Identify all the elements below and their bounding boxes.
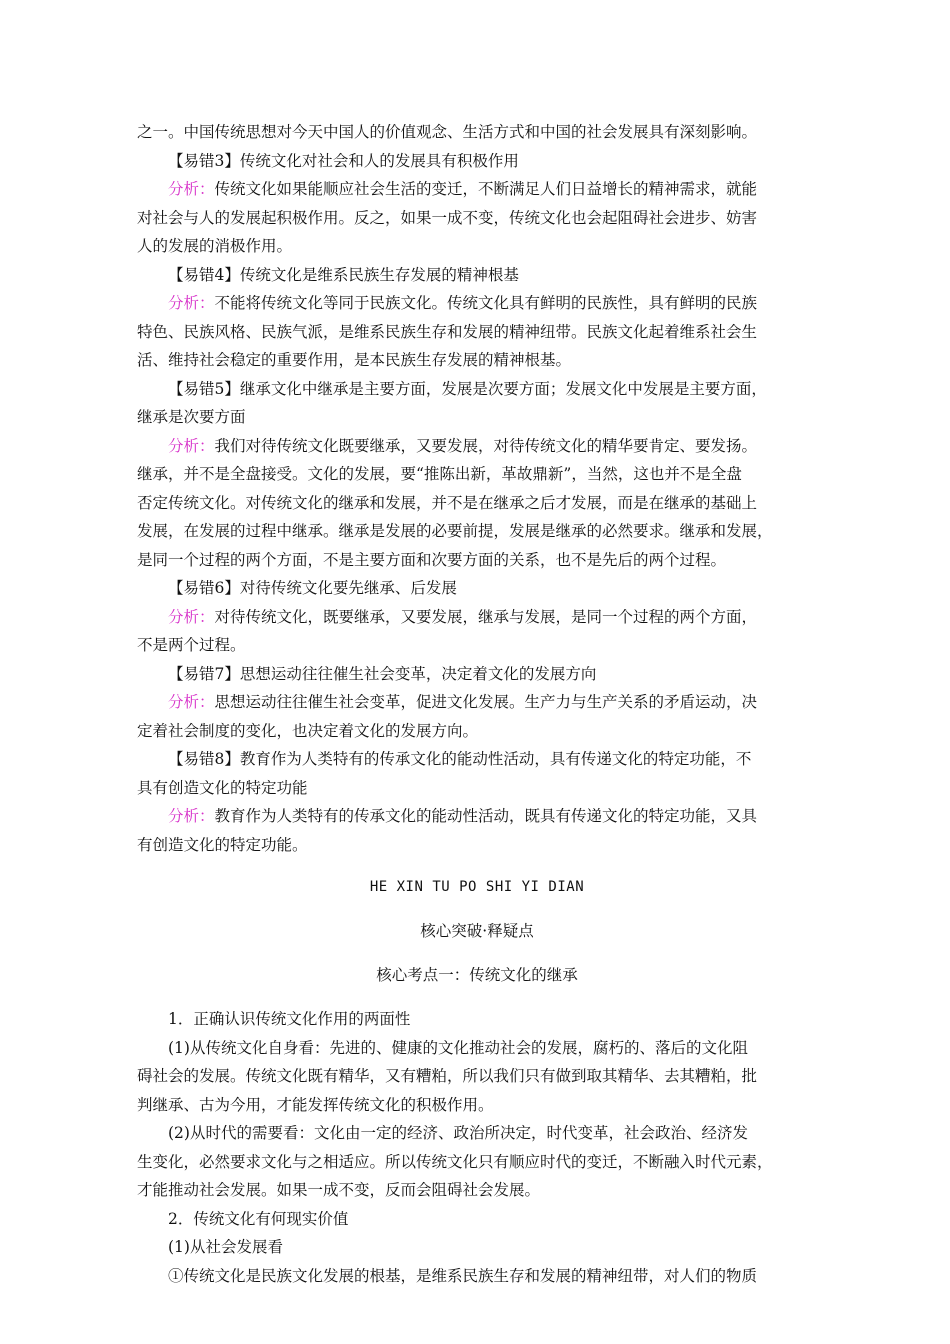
error-item-5-title: 【易错5】继承文化中继承是主要方面，发展是次要方面；发展文化中发展是主要方面， bbox=[168, 379, 767, 398]
point-1-line: 生变化，必然要求文化与之相适应。所以传统文化只有顺应时代的变迁，不断融入时代元素， bbox=[137, 1152, 773, 1171]
analysis-4-line: 活、维持社会稳定的重要作用，是本民族生存发展的精神根基。 bbox=[137, 351, 572, 369]
error-item-4-title: 【易错4】传统文化是维系民族生存发展的精神根基 bbox=[168, 265, 519, 284]
error-item-8-title: 具有创造文化的特定功能 bbox=[137, 778, 308, 797]
analysis-8-line: 分析：教育作为人类特有的传承文化的能动性活动，既具有传递文化的特定功能，又具 bbox=[168, 807, 758, 825]
section-title: 核心突破·释疑点 bbox=[420, 922, 534, 940]
analysis-label: 分析： bbox=[168, 436, 215, 455]
point-1-line: 碍社会的发展。传统文化既有精华，又有糟粕，所以我们只有做到取其精华、去其糟粕，批 bbox=[137, 1067, 758, 1085]
point-1-line: 才能推动社会发展。如果一成不变，反而会阻碍社会发展。 bbox=[137, 1181, 541, 1199]
analysis-label: 分析： bbox=[168, 180, 215, 198]
analysis-5-line: 发展，在发展的过程中继承。继承是发展的必要前提，发展是继承的必然要求。继承和发展， bbox=[137, 522, 773, 540]
error-item-3-title: 【易错3】传统文化对社会和人的发展具有积极作用 bbox=[168, 151, 519, 170]
point-2-line: ①传统文化是民族文化发展的根基，是维系民族生存和发展的精神纽带，对人们的物质 bbox=[168, 1266, 758, 1285]
error-item-7-title: 【易错7】思想运动往往催生社会变革，决定着文化的发展方向 bbox=[168, 664, 597, 683]
point-2-line: (1)从社会发展看 bbox=[168, 1238, 283, 1256]
analysis-8-line: 有创造文化的特定功能。 bbox=[137, 835, 308, 854]
error-item-8-title: 【易错8】教育作为人类特有的传承文化的能动性活动，具有传递文化的特定功能，不 bbox=[168, 750, 752, 768]
point-1-title: 1．正确认识传统文化作用的两面性 bbox=[168, 1010, 411, 1028]
point-2-title: 2．传统文化有何现实价值 bbox=[168, 1209, 349, 1228]
document-page bbox=[137, 118, 817, 1290]
kaodian-title: 核心考点一：传统文化的继承 bbox=[376, 966, 578, 984]
point-1-line: (2)从时代的需要看：文化由一定的经济、政治所决定，时代变革，社会政治、经济发 bbox=[168, 1124, 748, 1142]
analysis-3-line: 分析：传统文化如果能顺应社会生活的变迁，不断满足人们日益增长的精神需求，就能 bbox=[168, 180, 758, 198]
analysis-4-line: 特色、民族风格、民族气派，是维系民族生存和发展的精神纽带。民族文化起着维系社会生 bbox=[137, 322, 758, 341]
point-1-line: (1)从传统文化自身看：先进的、健康的文化推动社会的发展，腐朽的、落后的文化阻 bbox=[168, 1038, 748, 1057]
analysis-7-line: 分析：思想运动往往催生社会变革，促进文化发展。生产力与生产关系的矛盾运动，决 bbox=[168, 693, 758, 711]
analysis-7-line: 定着社会制度的变化，也决定着文化的发展方向。 bbox=[137, 721, 479, 740]
point-1-line: 判继承、古为今用，才能发挥传统文化的积极作用。 bbox=[137, 1095, 494, 1114]
analysis-label: 分析： bbox=[168, 807, 215, 825]
text-line: 之一。中国传统思想对今天中国人的价值观念、生活方式和中国的社会发展具有深刻影响。 bbox=[137, 123, 758, 141]
analysis-4-line: 分析：不能将传统文化等同于民族文化。传统文化具有鲜明的民族性，具有鲜明的民族 bbox=[168, 294, 758, 312]
section-pinyin: HE XIN TU PO SHI YI DIAN bbox=[369, 879, 585, 895]
analysis-5-line: 继承，并不是全盘接受。文化的发展，要“推陈出新，革故鼎新”，当然，这也并不是全盘 bbox=[137, 465, 742, 483]
analysis-3-line: 人的发展的消极作用。 bbox=[137, 237, 293, 255]
analysis-5-line: 否定传统文化。对传统文化的继承和发展，并不是在继承之后才发展，而是在继承的基础上 bbox=[137, 493, 758, 512]
error-item-5-title: 继承是次要方面 bbox=[137, 408, 246, 426]
analysis-5-line: 分析：我们对待传统文化既要继承，又要发展，对待传统文化的精华要肯定、要发扬。 bbox=[168, 436, 758, 455]
analysis-5-line: 是同一个过程的两个方面，不是主要方面和次要方面的关系，也不是先后的两个过程。 bbox=[137, 550, 727, 569]
error-item-6-title: 【易错6】对待传统文化要先继承、后发展 bbox=[168, 579, 457, 597]
analysis-label: 分析： bbox=[168, 294, 215, 312]
analysis-label: 分析： bbox=[168, 607, 215, 626]
analysis-3-line: 对社会与人的发展起积极作用。反之，如果一成不变，传统文化也会起阻碍社会进步、妨害 bbox=[137, 208, 758, 227]
analysis-6-line: 不是两个过程。 bbox=[137, 636, 246, 654]
analysis-6-line: 分析：对待传统文化，既要继承，又要发展，继承与发展，是同一个过程的两个方面， bbox=[168, 607, 758, 626]
analysis-label: 分析： bbox=[168, 693, 215, 711]
